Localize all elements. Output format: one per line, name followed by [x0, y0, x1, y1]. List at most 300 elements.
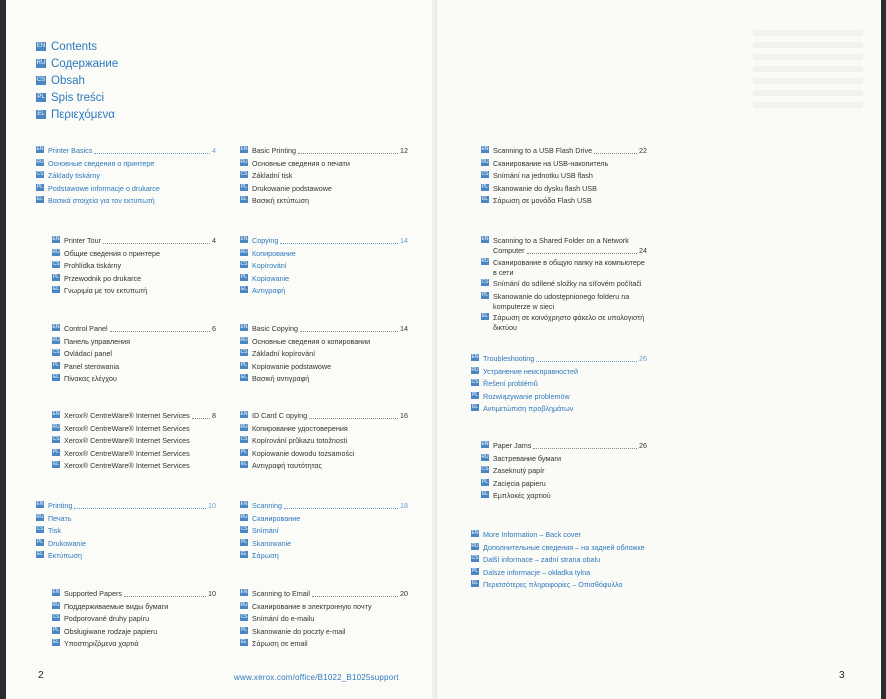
toc-entry-supported-papers[interactable] — [52, 589, 216, 602]
dot-leader — [312, 589, 398, 597]
toc-entry-translation[interactable] — [240, 639, 408, 652]
toc-entry-scanning-to-email[interactable] — [240, 589, 408, 602]
toc-translation-text: Drukowanie podstawowe — [252, 183, 332, 193]
toc-translation-text: Snímání na jednotku USB flash — [493, 171, 593, 180]
language-badge-icon: EN — [52, 236, 60, 242]
toc-page-number: 14 — [400, 236, 408, 245]
language-badge-icon: PL — [37, 94, 45, 100]
toc-entry-translation[interactable] — [240, 249, 408, 262]
toc-page-number: 10 — [208, 501, 216, 510]
toc-entry-translation[interactable] — [481, 196, 647, 209]
toc-entry-translation[interactable] — [52, 362, 216, 375]
toc-page-number: 12 — [400, 146, 408, 155]
toc-page-number: 22 — [639, 146, 647, 155]
toc-entry-translation[interactable] — [52, 261, 216, 274]
toc-entry-translation[interactable] — [52, 639, 216, 652]
toc-page-number: 6 — [212, 324, 216, 333]
toc-entry-translation[interactable] — [240, 362, 408, 375]
toc-entry-title: ID Card C opying — [252, 411, 308, 420]
toc-entry-translation[interactable] — [240, 349, 408, 362]
toc-entry-title: Printing — [48, 501, 73, 510]
dot-leader — [536, 354, 637, 362]
language-badge-icon: CS — [240, 349, 248, 355]
toc-entry-scanning-to-a-usb-flash-drive[interactable] — [481, 146, 647, 159]
toc-entry-copying[interactable] — [240, 236, 408, 249]
language-badge-icon: EL — [36, 551, 44, 557]
toc-entry-translation[interactable] — [52, 461, 216, 474]
toc-entry-translation[interactable] — [52, 449, 216, 462]
toc-page-number: 8 — [212, 411, 216, 420]
language-badge-icon: EN — [240, 589, 248, 595]
language-badge-icon: EN — [36, 146, 44, 152]
dot-leader — [110, 324, 210, 332]
toc-translation-text: Xerox® CentreWare® Internet Services — [64, 436, 190, 445]
dot-leader — [309, 411, 398, 419]
left-toc-section — [36, 146, 216, 209]
toc-translation-text: Zaseknutý papír — [493, 466, 545, 475]
toc-entry-scanning[interactable] — [240, 501, 408, 514]
language-badge-icon: PL — [52, 273, 60, 280]
toc-translation-text: Общие сведения о принтере — [64, 248, 160, 258]
contents-title-en — [36, 38, 118, 55]
toc-translation-text: Сканирование — [252, 513, 301, 523]
toc-entry-translation[interactable] — [52, 436, 216, 449]
language-badge-icon: CS — [36, 526, 44, 532]
language-badge-icon: RU — [52, 423, 60, 430]
language-badge-icon: PL — [36, 183, 44, 190]
toc-translation-text: Копирование — [252, 248, 296, 258]
language-badge-icon: EL — [481, 312, 489, 319]
language-badge-icon: CS — [36, 77, 46, 83]
language-badge-icon: EN — [36, 43, 46, 49]
language-badge-icon: EN — [240, 236, 248, 242]
right-page — [437, 0, 881, 699]
toc-translation-text: Skanowanie do poczty e-mail — [252, 626, 346, 636]
dot-leader — [300, 324, 398, 332]
toc-entry-translation[interactable] — [481, 491, 647, 504]
toc-entry-troubleshooting[interactable] — [471, 354, 647, 367]
right-page-number: 3 — [839, 670, 845, 681]
language-badge-icon: RU — [52, 336, 60, 343]
toc-translation-text: Основные сведения о принтере — [48, 158, 155, 168]
toc-entry-translation[interactable] — [471, 367, 647, 380]
language-badge-icon: PL — [52, 448, 60, 455]
language-badge-icon: EL — [240, 551, 248, 557]
toc-translation-text: Kopiowanie — [252, 273, 290, 283]
toc-translation-text: Βασικά στοιχεία για τον εκτυπωτή — [48, 196, 155, 205]
toc-translation-text: Πίνακας ελέγχου — [64, 374, 117, 383]
toc-translation-text: Печать — [48, 513, 72, 523]
toc-entry-translation[interactable] — [36, 539, 216, 552]
toc-translation-text: Další informace – zadní strana obalu — [483, 555, 601, 564]
toc-translation-text: Snímání do sdílené složky na síťovém počítači — [493, 279, 642, 288]
toc-entry-translation[interactable] — [481, 184, 647, 197]
toc-translation-text: Základy tiskárny — [48, 171, 100, 180]
toc-entry-translation[interactable] — [240, 614, 408, 627]
toc-translation-text: Основные сведения о копировании — [252, 336, 371, 346]
toc-translation-text: Υποστηριζόμενα χαρτιά — [64, 639, 139, 648]
toc-entry-translation[interactable] — [52, 349, 216, 362]
language-badge-icon: CS — [52, 614, 60, 620]
language-badge-icon: RU — [481, 158, 489, 165]
toc-page-number: 26 — [639, 354, 647, 363]
toc-translation-text: Xerox® CentreWare® Internet Services — [64, 461, 190, 470]
toc-translation-text: Γνωριμία με τον εκτυπωτή — [64, 286, 148, 295]
toc-entry-translation[interactable] — [36, 196, 216, 209]
language-badge-icon: CS — [240, 171, 248, 177]
language-badge-icon: PL — [471, 567, 479, 574]
toc-entry-title: Basic Copying — [252, 324, 298, 333]
toc-entry-translation[interactable] — [36, 184, 216, 197]
toc-entry-translation[interactable] — [240, 274, 408, 287]
toc-translation-text: Ovládací panel — [64, 349, 112, 358]
mid-toc-section — [240, 411, 408, 474]
language-badge-icon: CS — [240, 261, 248, 267]
language-badge-icon: RU — [471, 542, 479, 549]
language-badge-icon: EL — [52, 374, 60, 380]
toc-translation-text: Αντιγραφή ταυτότητας — [252, 461, 322, 470]
contents-title-text: Spis treści — [51, 91, 105, 104]
toc-translation-text: Εμπλοκές χαρτιού — [493, 491, 551, 500]
contents-title-el — [36, 106, 118, 123]
toc-entry-translation[interactable] — [240, 159, 408, 172]
toc-entry-translation[interactable] — [240, 461, 408, 474]
toc-translation-text: Основные сведения о печати — [252, 158, 350, 168]
toc-entry-translation[interactable] — [52, 614, 216, 627]
language-badge-icon: PL — [471, 391, 479, 398]
toc-entry-translation[interactable] — [481, 292, 647, 313]
right-toc-section — [471, 354, 647, 417]
toc-entry-translation[interactable] — [240, 286, 408, 299]
toc-translation-text: Сканирование в общую папку на компьютере в сети — [493, 258, 645, 277]
toc-translation-text: Xerox® CentreWare® Internet Services — [64, 423, 190, 433]
language-badge-icon: EN — [471, 530, 479, 536]
toc-translation-text: Skanowanie — [252, 538, 292, 548]
language-badge-icon: RU — [471, 366, 479, 373]
toc-translation-text: Kopiowanie podstawowe — [252, 361, 332, 371]
language-badge-icon: PL — [481, 478, 489, 485]
toc-translation-text: Řešení problémů — [483, 379, 538, 388]
toc-translation-text: Σάρωση — [252, 551, 279, 560]
toc-entry-translation[interactable] — [52, 337, 216, 350]
language-badge-icon: PL — [52, 626, 60, 633]
show-through-text — [753, 30, 863, 110]
toc-entry-translation[interactable] — [481, 279, 647, 292]
language-badge-icon: RU — [481, 453, 489, 460]
dot-leader — [594, 146, 637, 154]
mid-toc-section — [240, 236, 408, 299]
toc-entry-translation[interactable] — [481, 313, 647, 334]
toc-entry-translation[interactable] — [36, 526, 216, 539]
toc-translation-text: Σάρωση σε email — [252, 639, 308, 648]
toc-entry-xerox-centreware-internet-services[interactable] — [52, 411, 216, 424]
language-badge-icon: EL — [52, 286, 60, 292]
toc-translation-text: Dalsze informacje – okładka tylna — [483, 567, 591, 577]
language-badge-icon: PL — [240, 183, 248, 190]
toc-entry-translation[interactable] — [52, 249, 216, 262]
toc-entry-translation[interactable] — [481, 466, 647, 479]
toc-translation-text: Przewodnik po drukarce — [64, 273, 142, 283]
contents-heading-list — [36, 38, 118, 123]
left-toc-section — [36, 501, 216, 564]
toc-entry-translation[interactable] — [36, 159, 216, 172]
language-badge-icon: RU — [240, 158, 248, 165]
language-badge-icon: CS — [481, 171, 489, 177]
contents-title-text: Obsah — [51, 74, 85, 87]
toc-entry-title: Scanning to a USB Flash Drive — [493, 146, 593, 155]
toc-entry-translation[interactable] — [240, 196, 408, 209]
toc-entry-translation[interactable] — [52, 424, 216, 437]
left-toc-section — [52, 236, 216, 299]
toc-translation-text: Устранение неисправностей — [483, 366, 578, 376]
toc-translation-text: Snímání do e-mailu — [252, 614, 315, 623]
contents-title-text: Περιεχόμενα — [51, 108, 115, 121]
language-badge-icon: PL — [240, 361, 248, 368]
contents-title-text: Содержание — [51, 57, 119, 70]
toc-entry-translation[interactable] — [471, 404, 647, 417]
language-badge-icon: EN — [240, 324, 248, 330]
toc-entry-translation[interactable] — [52, 627, 216, 640]
toc-entry-title: Basic Printing — [252, 146, 296, 155]
toc-entry-translation[interactable] — [240, 374, 408, 387]
language-badge-icon: RU — [240, 423, 248, 430]
language-badge-icon: CS — [481, 466, 489, 472]
toc-entry-translation[interactable] — [240, 424, 408, 437]
dot-leader — [103, 236, 210, 244]
toc-translation-text: Skanowanie do dysku flash USB — [493, 183, 597, 193]
toc-entry-title: Control Panel — [64, 324, 108, 333]
language-badge-icon: CS — [52, 436, 60, 442]
toc-page-number: 26 — [639, 441, 647, 450]
toc-translation-text: Βασική αντιγραφή — [252, 374, 310, 383]
language-badge-icon: EN — [36, 501, 44, 507]
toc-entry-translation[interactable] — [240, 337, 408, 350]
mid-toc-section — [240, 589, 408, 652]
toc-entry-more-information-back-cover[interactable] — [471, 530, 647, 543]
language-badge-icon: RU — [36, 158, 44, 165]
language-badge-icon: PL — [481, 183, 489, 190]
language-badge-icon: CS — [52, 349, 60, 355]
left-toc-section — [52, 324, 216, 387]
language-badge-icon: CS — [240, 526, 248, 532]
dot-leader — [94, 146, 210, 154]
language-badge-icon: EL — [471, 404, 479, 410]
toc-entry-title: Scanning — [252, 501, 282, 510]
language-badge-icon: EN — [481, 441, 489, 447]
toc-entry-translation[interactable] — [52, 286, 216, 299]
toc-entry-translation[interactable] — [52, 274, 216, 287]
language-badge-icon: PL — [240, 626, 248, 633]
language-badge-icon: CS — [481, 279, 489, 285]
toc-translation-text: Podstawowe informacje o drukarce — [48, 183, 160, 193]
language-badge-icon: EN — [52, 411, 60, 417]
language-badge-icon: CS — [36, 171, 44, 177]
language-badge-icon: PL — [36, 538, 44, 545]
language-badge-icon: EL — [240, 286, 248, 292]
toc-page-number: 10 — [208, 589, 216, 598]
mid-toc-section — [240, 146, 408, 209]
toc-translation-text: Панель управления — [64, 336, 131, 346]
toc-entry-translation[interactable] — [481, 159, 647, 172]
right-toc-section — [481, 236, 647, 334]
right-toc-section — [471, 530, 647, 593]
toc-translation-text: Xerox® CentreWare® Internet Services — [64, 448, 190, 458]
left-page-number: 2 — [38, 670, 44, 681]
toc-entry-basic-copying[interactable] — [240, 324, 408, 337]
toc-entry-title: Scanning to Email — [252, 589, 310, 598]
toc-page-number: 4 — [212, 236, 216, 245]
toc-translation-text: Αντιμετώπιση προβλημάτων — [483, 404, 574, 413]
language-badge-icon: EL — [471, 580, 479, 586]
toc-translation-text: Копирование удостоверения — [252, 423, 348, 433]
toc-entry-title: Printer Basics — [48, 146, 93, 155]
language-badge-icon: PL — [481, 291, 489, 298]
language-badge-icon: RU — [52, 601, 60, 608]
language-badge-icon: CS — [240, 436, 248, 442]
language-badge-icon: EL — [52, 461, 60, 467]
toc-page-number: 24 — [639, 246, 647, 255]
language-badge-icon: EN — [240, 411, 248, 417]
language-badge-icon: RU — [52, 248, 60, 255]
toc-translation-text: Základní tisk — [252, 171, 293, 180]
language-badge-icon: EN — [481, 236, 489, 242]
toc-entry-translation[interactable] — [36, 551, 216, 564]
language-badge-icon: EN — [471, 354, 479, 360]
language-badge-icon: RU — [240, 513, 248, 520]
toc-entry-translation[interactable] — [240, 514, 408, 527]
toc-entry-translation[interactable] — [240, 627, 408, 640]
toc-entry-translation[interactable] — [471, 555, 647, 568]
left-toc-section — [52, 411, 216, 474]
language-badge-icon: EL — [240, 461, 248, 467]
language-badge-icon: EL — [37, 111, 45, 117]
language-badge-icon: RU — [36, 60, 46, 66]
toc-page-number: 4 — [212, 146, 216, 155]
toc-translation-text: Сканирование на USB-накопитель — [493, 158, 609, 168]
language-badge-icon: RU — [240, 601, 248, 608]
toc-entry-translation[interactable] — [481, 454, 647, 467]
toc-entry-title: Printer Tour — [64, 236, 102, 245]
language-badge-icon: EN — [240, 146, 248, 152]
toc-translation-text: Skanowanie do udostępnionego folderu na komputerze w sieci — [493, 291, 630, 311]
toc-entry-scanning-to-a-shared-folder-on-a-network[interactable] — [481, 236, 647, 258]
toc-translation-text: Prohlídka tiskárny — [64, 261, 122, 270]
language-badge-icon: CS — [471, 555, 479, 561]
language-badge-icon: RU — [481, 258, 489, 264]
toc-entry-basic-printing[interactable] — [240, 146, 408, 159]
language-badge-icon: CS — [52, 261, 60, 267]
toc-page-number: 16 — [400, 411, 408, 420]
dot-leader — [298, 146, 398, 154]
toc-entry-translation[interactable] — [52, 602, 216, 615]
toc-entry-translation[interactable] — [240, 171, 408, 184]
toc-entry-title: Xerox® CentreWare® Internet Services — [64, 411, 190, 420]
toc-translation-text: Základní kopírování — [252, 349, 316, 358]
toc-entry-translation[interactable] — [240, 449, 408, 462]
toc-translation-text: Panel sterowania — [64, 361, 120, 371]
toc-entry-translation[interactable] — [240, 184, 408, 197]
toc-translation-text: Сканирование в электронную почту — [252, 601, 372, 611]
toc-translation-text: Поддерживаемые виды бумаги — [64, 601, 169, 611]
toc-entry-printer-basics[interactable] — [36, 146, 216, 159]
mid-toc-section — [240, 324, 408, 387]
toc-translation-text: Σάρωση σε μονάδα Flash USB — [493, 196, 592, 205]
language-badge-icon: EN — [481, 146, 489, 152]
language-badge-icon: EL — [52, 639, 60, 645]
toc-translation-text: Zacięcia papieru — [493, 478, 546, 488]
language-badge-icon: EL — [240, 639, 248, 645]
toc-entry-title: Troubleshooting — [483, 354, 535, 363]
toc-translation-text: Kopírování — [252, 261, 287, 270]
mid-toc-section — [240, 501, 408, 564]
toc-entry-title: Paper Jams — [493, 441, 532, 450]
toc-entry-title: More Information – Back cover — [483, 530, 581, 539]
language-badge-icon: EL — [240, 196, 248, 202]
toc-entry-paper-jams[interactable] — [481, 441, 647, 454]
toc-entry-translation[interactable] — [481, 258, 647, 279]
toc-entry-translation[interactable] — [481, 479, 647, 492]
toc-translation-text: Застревание бумаги — [493, 453, 561, 463]
toc-entry-translation[interactable] — [471, 568, 647, 581]
toc-entry-translation[interactable] — [240, 539, 408, 552]
contents-title-pl — [36, 89, 118, 106]
toc-entry-translation[interactable] — [36, 171, 216, 184]
toc-translation-text: Εκτύπωση — [48, 551, 83, 560]
toc-page-number: 18 — [400, 501, 408, 510]
toc-entry-translation[interactable] — [240, 526, 408, 539]
dot-leader — [280, 236, 398, 244]
language-badge-icon: CS — [240, 614, 248, 620]
toc-translation-text: Podporované druhy papíru — [64, 614, 150, 623]
toc-entry-printer-tour[interactable] — [52, 236, 216, 249]
toc-entry-translation[interactable] — [240, 602, 408, 615]
toc-entry-translation[interactable] — [240, 436, 408, 449]
toc-translation-text: Βασική εκτύπωση — [252, 196, 310, 205]
language-badge-icon: RU — [36, 513, 44, 520]
toc-entry-translation[interactable] — [240, 261, 408, 274]
toc-translation-text: Snímání — [252, 526, 279, 535]
left-toc-section — [52, 589, 216, 652]
toc-entry-title: Scanning to a Shared Folder on a Network — [493, 236, 629, 245]
left-page — [6, 0, 432, 699]
toc-entry-translation[interactable] — [240, 551, 408, 564]
toc-entry-translation[interactable] — [471, 379, 647, 392]
toc-entry-control-panel[interactable] — [52, 324, 216, 337]
contents-title-cs — [36, 72, 118, 89]
toc-entry-translation[interactable] — [481, 171, 647, 184]
support-url-link[interactable]: www.xerox.com/office/B1022_B1025support — [234, 673, 399, 682]
toc-translation-text: Αντιγραφή — [252, 286, 286, 295]
toc-entry-translation[interactable] — [52, 374, 216, 387]
dot-leader — [533, 441, 637, 449]
dot-leader — [74, 501, 206, 509]
toc-entry-printing[interactable] — [36, 501, 216, 514]
toc-entry-id-card-c-opying[interactable] — [240, 411, 408, 424]
dot-leader — [192, 411, 210, 419]
toc-translation-text: Дополнительные сведения – на задней обложке — [483, 542, 645, 552]
toc-translation-text: Tisk — [48, 526, 61, 535]
toc-entry-translation[interactable] — [471, 580, 647, 593]
language-badge-icon: CS — [471, 379, 479, 385]
toc-translation-text: Περισσότερες πληροφορίες – Οπισθόφυλλο — [483, 580, 623, 589]
toc-entry-translation[interactable] — [36, 514, 216, 527]
language-badge-icon: PL — [240, 448, 248, 455]
toc-entry-translation[interactable] — [471, 543, 647, 556]
toc-translation-text: Obsługiwane rodzaje papieru — [64, 626, 158, 636]
dot-leader — [124, 589, 206, 597]
language-badge-icon: EL — [240, 374, 248, 380]
toc-entry-translation[interactable] — [471, 392, 647, 405]
